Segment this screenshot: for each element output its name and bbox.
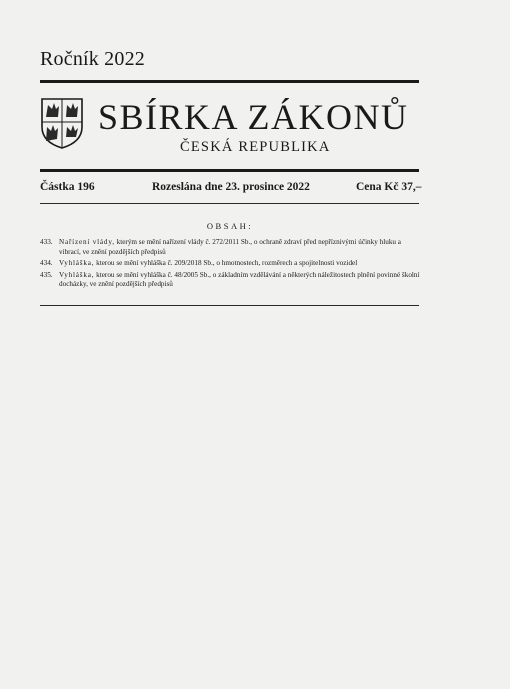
item-text: kterým se mění nařízení vlády č. 272/2011 Sb., o ochraně zdraví před nepříznivými účinky hluku a vibrací, ve znění pozdějších předpisů xyxy=(59,238,401,256)
item-number: 435. xyxy=(40,270,53,279)
page-title: SBÍRKA ZÁKONŮ xyxy=(98,97,409,137)
item-type: Vyhláška, xyxy=(59,270,95,279)
meta-rule xyxy=(40,203,419,204)
item-text: kterou se mění vyhláška č. 209/2018 Sb., o hmotnostech, rozměrech a spojitelnosti vozidel xyxy=(94,259,358,267)
contents-heading: OBSAH: xyxy=(206,221,254,231)
list-item xyxy=(40,271,420,290)
distribution-date: Rozeslána dne 23. prosince 2022 xyxy=(152,181,310,193)
price: Cena Kč 37,– xyxy=(356,181,422,193)
item-type: Vyhláška, xyxy=(59,259,95,267)
contents-list xyxy=(40,238,420,292)
list-item xyxy=(40,259,420,269)
issue-number: Částka 196 xyxy=(40,181,95,193)
page-subtitle: ČESKÁ REPUBLIKA xyxy=(180,139,331,155)
item-text: kterou se mění vyhláška č. 48/2005 Sb., o základním vzdělávání a některých náležitostech plnění povinné školní docházky, ve znění pozdějších předpisů xyxy=(59,270,420,288)
top-rule xyxy=(40,80,419,83)
contents-rule xyxy=(40,305,419,306)
list-item xyxy=(40,238,420,257)
item-number: 434. xyxy=(40,259,53,267)
header-rule xyxy=(40,169,419,172)
item-number: 433. xyxy=(40,238,53,246)
volume-label: Ročník 2022 xyxy=(40,48,145,70)
item-type: Nařízení vlády, xyxy=(59,238,115,246)
state-coat-of-arms-icon xyxy=(40,97,84,149)
